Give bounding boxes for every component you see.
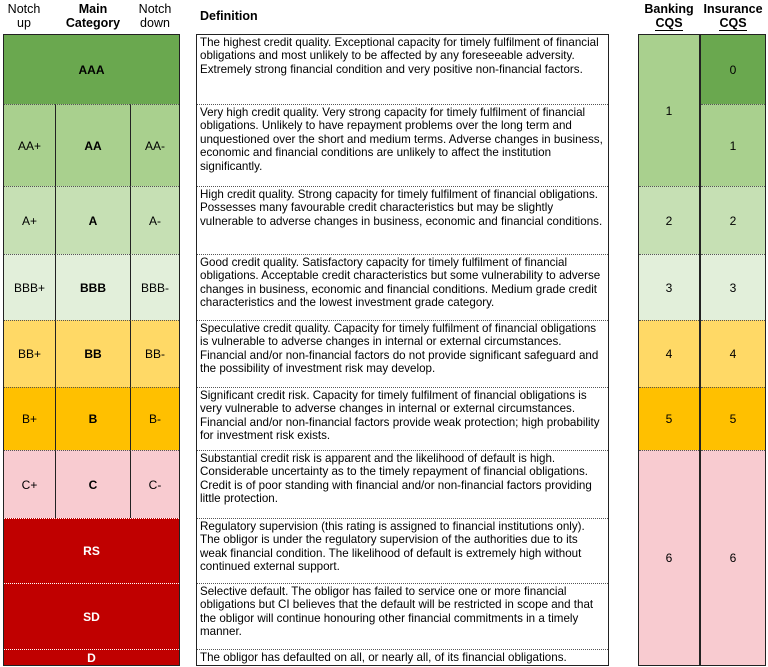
insurance-cqs-2: 2 xyxy=(701,186,765,254)
insurance-cqs-0: 0 xyxy=(701,35,765,104)
rating-notch-up-c: C+ xyxy=(4,450,55,518)
header-notch-down-line1: Notch xyxy=(138,2,172,16)
definition-rs: Regulatory supervision (this rating is assigned to financial institutions only). The obligor is under the regulatory supervision of the authorities due to its weak financial condition. The likelihood of default is extremely high without continued external support. xyxy=(197,518,608,583)
rating-main-aaa: AAA xyxy=(4,35,179,104)
header-notch-up xyxy=(4,2,44,30)
rating-notch-down-aa: AA- xyxy=(130,104,179,186)
banking-cqs-1: 1 xyxy=(639,35,699,186)
rating-notch-up-bbb: BBB+ xyxy=(4,254,55,320)
rating-main-rs: RS xyxy=(4,518,179,583)
insurance-cqs-5: 5 xyxy=(701,387,765,450)
header-definition: Definition xyxy=(200,9,258,23)
header-insurance-cqs xyxy=(700,2,766,31)
rating-main-c: C xyxy=(55,450,130,518)
rating-main-a: A xyxy=(55,186,130,254)
rating-notch-down-bb: BB- xyxy=(130,320,179,387)
rating-notch-up-b: B+ xyxy=(4,387,55,450)
definition-aa: Very high credit quality. Very strong capacity for timely fulfilment of financial obligations. Unlikely to have repayment problems over the long term and unquestioned over the short and medium terms. Adverse changes in business, economic and financial conditions are unlikely to affect the institution significantly. xyxy=(197,104,608,186)
header-notch-up-line1: Notch xyxy=(7,2,41,16)
definition-bb: Speculative credit quality. Capacity for timely fulfilment of financial obligations is vulnerable to adverse changes in internal or external circumstances. Financial and/or non-financial factors do not provide significant safeguard and the possibility of investment risk may develop. xyxy=(197,320,608,387)
header-banking-cqs-line2: CQS xyxy=(655,16,683,30)
definition-c: Substantial credit risk is apparent and the likelihood of default is high. Considerable uncertainty as to the timely repayment of financial obligations. Credit is of poor standing with financial and/or non-financial factors providing little protection. xyxy=(197,450,608,518)
definition-a: High credit quality. Strong capacity for timely fulfilment of financial obligations. Possesses many favourable credit characteristics but may be slightly vulnerable to adverse changes in business, economic and financial conditions. xyxy=(197,186,608,254)
insurance-cqs-6: 6 xyxy=(701,450,765,665)
rating-notch-down-bbb: BBB- xyxy=(130,254,179,320)
insurance-cqs-1: 1 xyxy=(701,104,765,186)
rating-main-sd: SD xyxy=(4,583,179,649)
rating-main-aa: AA xyxy=(55,104,130,186)
banking-cqs-4: 4 xyxy=(639,320,699,387)
definition-sd: Selective default. The obligor has failed to service one or more financial obligations but CI believes that the default will be restricted in scope and that the obligor will continue honouring other financial commitments in a timely manner. xyxy=(197,583,608,649)
header-main-category-line2: Category xyxy=(65,16,121,30)
banking-cqs-2: 2 xyxy=(639,186,699,254)
banking-cqs-5: 5 xyxy=(639,387,699,450)
header-insurance-cqs-line1: Insurance xyxy=(703,2,763,16)
rating-main-b: B xyxy=(55,387,130,450)
rating-notch-down-a: A- xyxy=(130,186,179,254)
rating-notch-down-c: C- xyxy=(130,450,179,518)
header-banking-cqs-line1: Banking xyxy=(644,2,694,16)
definition-b: Significant credit risk. Capacity for timely fulfilment of financial obligations is very vulnerable to adverse changes in internal or external circumstances. Financial and/or non-financial factors provide weak protection; high probability for investment risk exists. xyxy=(197,387,608,450)
banking-cqs-3: 3 xyxy=(639,254,699,320)
header-main-category-line1: Main xyxy=(78,2,108,16)
header-banking-cqs xyxy=(638,2,700,31)
banking-cqs-6: 6 xyxy=(639,450,699,665)
rating-main-d: D xyxy=(4,649,179,665)
header-main-category xyxy=(56,2,130,30)
header-notch-up-line2: up xyxy=(17,16,31,30)
definition-aaa: The highest credit quality. Exceptional capacity for timely fulfilment of financial obligations and most unlikely to be affected by any foreseeable adversity. Extremely strong financial condition and very positive non-financial factors. xyxy=(200,36,599,76)
header-notch-down xyxy=(130,2,180,30)
rating-main-bb: BB xyxy=(55,320,130,387)
rating-notch-up-a: A+ xyxy=(4,186,55,254)
rating-notch-down-b: B- xyxy=(130,387,179,450)
header-notch-down-line2: down xyxy=(140,16,170,30)
header-insurance-cqs-line2: CQS xyxy=(719,16,747,30)
insurance-cqs-4: 4 xyxy=(701,320,765,387)
definition-d: The obligor has defaulted on all, or nearly all, of its financial obligations. xyxy=(197,649,608,666)
rating-notch-up-aa: AA+ xyxy=(4,104,55,186)
rating-notch-up-bb: BB+ xyxy=(4,320,55,387)
rating-main-bbb: BBB xyxy=(55,254,130,320)
insurance-cqs-3: 3 xyxy=(701,254,765,320)
definition-bbb: Good credit quality. Satisfactory capacity for timely fulfilment of financial obligations. Acceptable credit characteristics but some vulnerability to adverse changes in business, economic and financial conditions. Medium grade credit characteristics and the lowest investment grade category. xyxy=(197,254,608,320)
